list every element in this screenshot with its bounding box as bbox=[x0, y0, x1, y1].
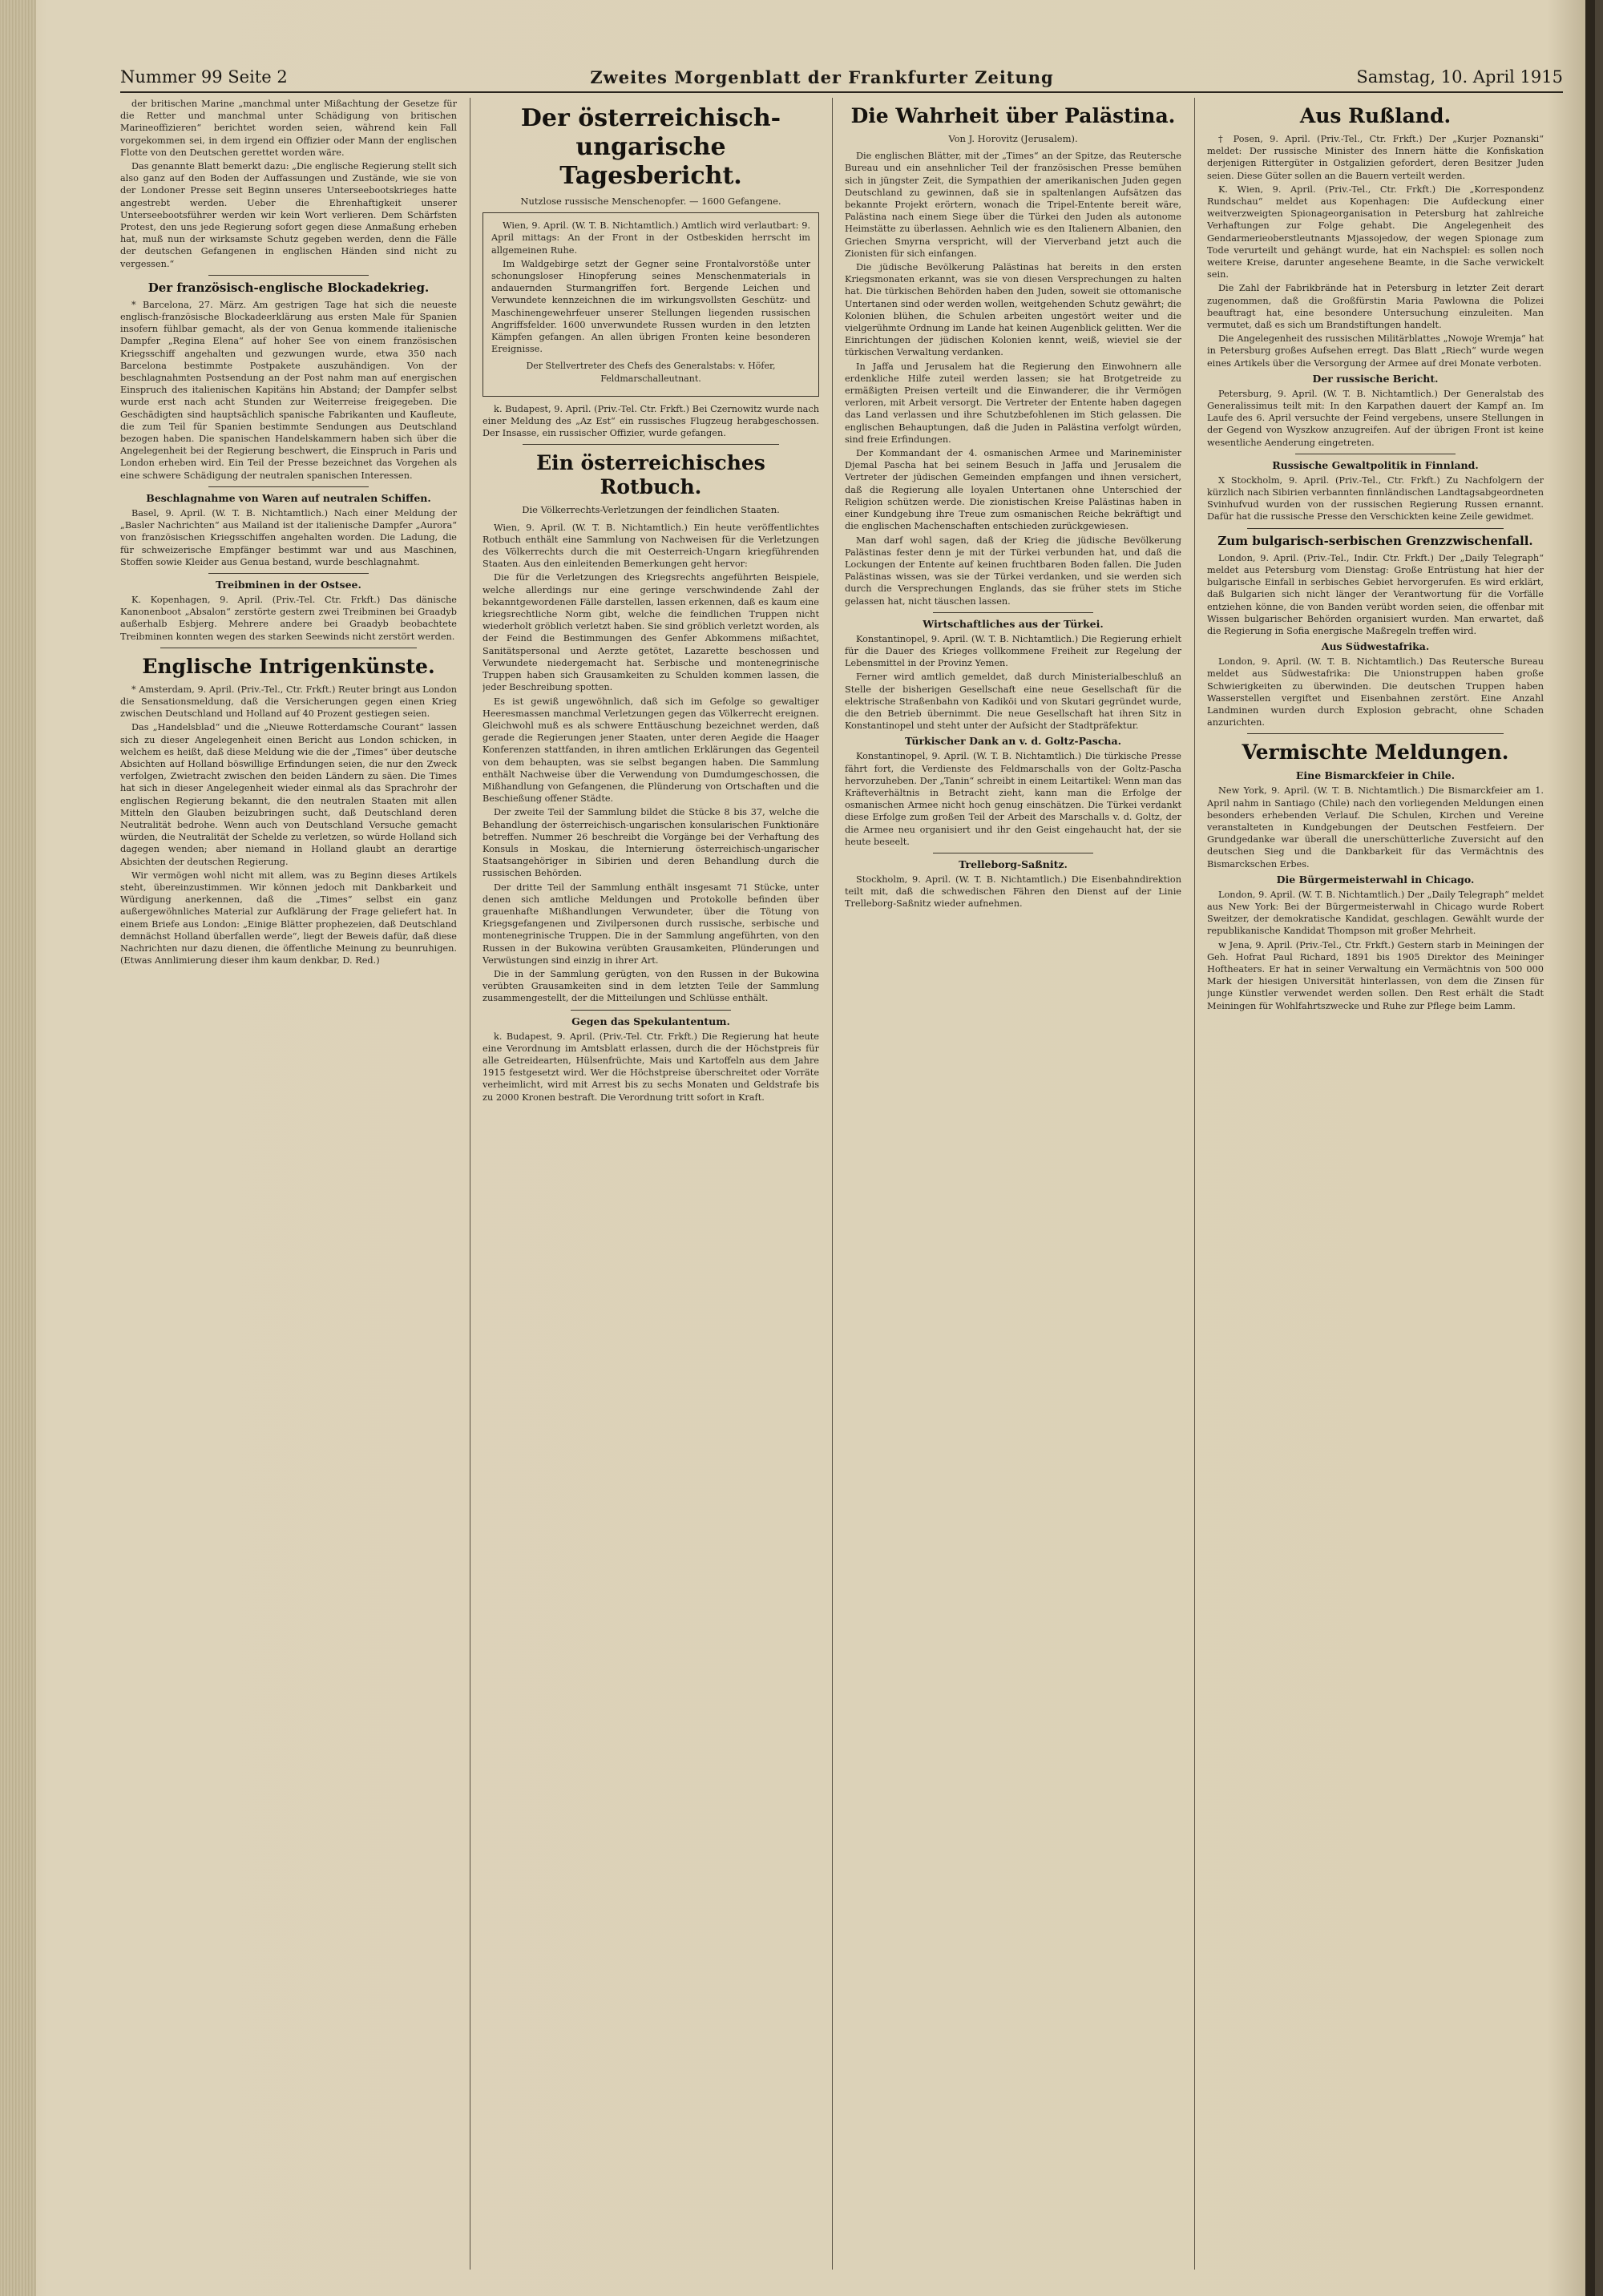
headline-chicago: Die Bürgermeisterwahl in Chicago. bbox=[1276, 873, 1475, 886]
article-paragraph: Stockholm, 9. April. (W. T. B. Nichtamtlich.) Die Eisenbahndirektion teilt mit, daß die schwedischen Fähren den Dienst auf der Linie Trelleborg-Saßnitz wieder aufnehmen. bbox=[845, 874, 1181, 910]
scan-border bbox=[1585, 0, 1595, 2296]
column-2 bbox=[483, 98, 819, 2270]
divider bbox=[1247, 528, 1504, 529]
divider bbox=[208, 275, 369, 276]
article-paragraph: Der dritte Teil der Sammlung enthält insgesamt 71 Stücke, unter denen sich amtliche Meldungen und Protokolle befinden über grauenhafte Mißhandlungen Verwundeter, über die Tötung von Kriegsgefangenen und Zivilpersonen durch russische, serbische und montenegrinische Truppen. Die in der Sammlung angeführten, von den Russen in der Bukowina verübten Grausamkeiten, Plünderungen und Verwüstungen sind einzig in ihrer Art. bbox=[483, 882, 819, 966]
article-paragraph: Es ist gewiß ungewöhnlich, daß sich im Gefolge so gewaltiger Heeresmassen manchmal Verletzungen gegen das Völkerrecht ereignen. Gleichwohl muß es als schwere Enttäuschung bezeichnet werden, daß gerade die Regierungen jener Staaten, unter deren Aegide die Haager Konferenzen stattfanden, in ihren amtlichen Erklärungen das Gegenteil von dem behaupten, was sie selbst begangen haben. Die Sammlung enthält Nachweise über die Verwendung von Dumdumgeschossen, die Mißhandlung von Gefangenen, die Plünderung von Ortschaften und die Beschießung offener Städte. bbox=[483, 696, 819, 805]
article-paragraph: Die für die Verletzungen des Kriegsrechts angeführten Beispiele, welche allerdings nur eine geringe verschwindende Zahl der bekanntgewordenen Fälle darstellen, lassen erkennen, daß es kaum eine kriegsrechtliche Norm gibt, welche die feindlichen Truppen nicht wiederholt gröblich verletzt haben. Sie sind gröblich verletzt worden, als der Feind die Bestimmungen des Genfer Abkommens mißachtet, Sanitätspersonal und Aerzte getötet, Lazarette beschossen und Verwundete niedergemacht hat. Serbische und montenegrinische Truppen haben sich Grausamkeiten zu Schulden kommen lassen, die jeder Beschreibung spotten. bbox=[483, 572, 819, 693]
headline-wirtschaft: Wirtschaftliches aus der Türkei. bbox=[923, 617, 1104, 630]
divider bbox=[1247, 733, 1504, 734]
headline-grenzzwischenfall: Zum bulgarisch-serbischen Grenzzwischenfall. bbox=[1217, 533, 1533, 548]
article-paragraph: K. Kopenhagen, 9. April. (Priv.-Tel. Ctr. Frkft.) Das dänische Kanonenboot „Absalon“ zerstörte gestern zwei Treibminen bei Graadyb außerhalb Esbjerg. Mehrere andere bei Graadyb beobachtete Treibminen konnten wegen des starken Seewinds nicht zerstört werden. bbox=[120, 594, 457, 642]
headline-tagesbericht: Der österreichisch-ungarische Tagesbericht. bbox=[520, 104, 781, 190]
article-paragraph: * Amsterdam, 9. April. (Priv.-Tel., Ctr. Frkft.) Reuter bringt aus London die Sensationsmeldung, daß die Versicherungen gegen einen Krieg zwischen Deutschland und Holland auf 40 Prozent gestiegen seien. bbox=[120, 684, 457, 720]
divider bbox=[208, 573, 369, 574]
headline-russland: Aus Rußland. bbox=[1299, 104, 1452, 127]
headline-rotbuch: Ein österreichisches Rotbuch. bbox=[536, 451, 765, 499]
article-continuation: der britischen Marine „manchmal unter Mißachtung der Gesetze für die Retter und manchmal unter Schädigung von britischen Marineoffizieren“ berichtet worden seien, während kein Fall vorgekommen sei, in dem irgend ein Offizier oder Mann der englischen Flotte von den Deutschen gerettet worden wäre. bbox=[120, 99, 457, 158]
article-paragraph: Wien, 9. April. (W. T. B. Nichtamtlich.) Ein heute veröffentlichtes Rotbuch enthält eine Sammlung von Nachweisen für die Verletzungen des Völkerrechts durch die mit Oesterreich-Ungarn kriegführenden Staaten. Aus den einleitenden Bemerkungen geht hervor: bbox=[483, 522, 819, 570]
article-paragraph: Wien, 9. April. (W. T. B. Nichtamtlich.) Amtlich wird verlautbart: 9. April mittags: An der Front in der Ostbeskiden herrscht im allgemeinen Ruhe. bbox=[491, 220, 810, 256]
headline-bismarckfeier: Eine Bismarckfeier in Chile. bbox=[1295, 769, 1456, 782]
byline: Von J. Horovitz (Jerusalem). bbox=[948, 133, 1078, 144]
masthead-title: Zweites Morgenblatt der Frankfurter Zeitung bbox=[590, 67, 1054, 87]
article-paragraph: Die Angelegenheit des russischen Militärblattes „Nowoje Wremja“ hat in Petersburg großes Aufsehen erregt. Das Blatt „Riech“ wurde wegen eines Artikels über die Versorgung der Armee auf drei Monate verboten. bbox=[1207, 333, 1544, 369]
subheadline: Die Völkerrechts-Verletzungen der feindlichen Staaten. bbox=[522, 504, 780, 516]
column-rule bbox=[832, 98, 833, 2270]
article-paragraph: Basel, 9. April. (W. T. B. Nichtamtlich.) Nach einer Meldung der „Basler Nachrichten“ aus Mailand ist der italienische Dampfer „Aurora“ von französischen Kriegsschiffen angehalten worden. Die Ladung, die für schweizerische Empfänger bestimmt war und aus Maschinen, Stoffen sowie Kleider aus Genua bestand, wurde beschlagnahmt. bbox=[120, 507, 457, 567]
article-paragraph: In Jaffa und Jerusalem hat die Regierung den Einwohnern alle erdenkliche Hilfe zuteil werden lassen; sie hat Brotgetreide zu ermäßigten Preisen verteilt und die Einwanderer, die ihr Vermögen verloren, mit Arbeit versorgt. Die Vertreter der Entente haben dagegen das Land verlassen und ihre Schutzbefohlenen im Stich gelassen. Die englischen Behauptungen, daß die Juden in Palästina verfolgt würden, sind freie Erfindungen. bbox=[845, 361, 1181, 445]
article-paragraph: London, 9. April. (W. T. B. Nichtamtlich.) Das Reutersche Bureau meldet aus Südwestafrika: Die Unionstruppen haben große Schwierigkeiten zu überwinden. Die deutschen Truppen haben Wasserstellen vergiftet und Eisenbahnen zerstört. Eine Anzahl Landminen wurden durch Explosion gebracht, ohne Schaden anzurichten. bbox=[1207, 656, 1544, 728]
issue-date: Samstag, 10. April 1915 bbox=[1356, 67, 1563, 87]
article-paragraph: Das „Handelsblad“ und die „Nieuwe Rotterdamsche Courant“ lassen sich zu dieser Angelegenheit einen Bericht aus London schicken, in welchem es heißt, daß diese Meldung wie die der „Times“ über deutsche Absichten auf Holland böswillige Erfindungen seien, die nur den Zweck verfolgen, Zwietracht zwischen den beiden Ländern zu säen. Die Times hat sich in dieser Angelegenheit wieder einmal als das Sprachrohr der englischen Regierung bekannt, die den neutralen Staaten mit allen Mitteln den Glauben beizubringen sucht, daß Deutschland deren Neutralität bedrohe. Wenn auch von Deutschland Versuche gemacht würden, die Neutralität der Schelde zu verletzen, so würde Holland sich dagegen wenden; aber niemand in Holland glaubt an derartige Absichten der deutschen Regierung. bbox=[120, 722, 457, 867]
article-paragraph: w Jena, 9. April. (Priv.-Tel., Ctr. Frkft.) Gestern starb in Meiningen der Geh. Hofrat Paul Richard, 1891 bis 1905 Direktor des Meininger Hoftheaters. Er hat in seiner Verwaltung ein Vermächtnis von 500 000 Mark der hiesigen Universität hinterlassen, von dem die Zinsen für junge Künstler verwendet werden sollen. Den Rest erhält die Stadt Meiningen für Wohlfahrtszwecke und Ruhe zur Pflege beim Lamm. bbox=[1207, 939, 1544, 1011]
headline-spekulantentum: Gegen das Spekulantentum. bbox=[571, 1015, 730, 1027]
article-paragraph: K. Wien, 9. April. (Priv.-Tel., Ctr. Frkft.) Die „Korrespondenz Rundschau“ meldet aus Kopenhagen: Die Aufdeckung einer weitverzweigten Spionageorganisation in Petersburg hat zahlreiche Verhaftungen zur Folge gehabt. Die Angelegenheit des Gendarmerieoberstleutnants Mjassojedow, der wegen Spionage zum Tode verurteilt und gehängt wurde, hat ein Nachspiel: es sollen noch weitere Kreise, darunter angesehene Beamte, in die Sache verwickelt sein. bbox=[1207, 184, 1544, 280]
headline-palaestina: Die Wahrheit über Palästina. bbox=[850, 104, 1176, 127]
signature: Der Stellvertreter des Chefs des Generalstabs: v. Höfer, Feldmarschalleutnant. bbox=[526, 361, 776, 384]
article-paragraph: k. Budapest, 9. April. (Priv.-Tel. Ctr. Frkft.) Die Regierung hat heute eine Verordnung im Amtsblatt erlassen, durch die der Höchstpreis für alle Getreidearten, Hülsenfrüchte, Mais und Kartoffeln aus dem Jahre 1915 festgesetzt wird. Wer die Höchstpreise überschreitet oder Vorräte verheimlicht, wird mit Arrest bis zu sechs Monaten und Geldstrafe bis zu 2000 Kronen bestraft. Die Verordnung tritt sofort in Kraft. bbox=[483, 1031, 819, 1103]
headline-suedwestafrika: Aus Südwestafrika. bbox=[1321, 640, 1430, 653]
article-paragraph: X Stockholm, 9. April. (Priv.-Tel., Ctr. Frkft.) Zu Nachfolgern der kürzlich nach Sibirien verbannten finnländischen Landtagsabgeordneten Svinhufvud wurden von der russischen Regierung Russen ernannt. Dafür hat die russische Presse den Verschickten keine Zeile gewidmet. bbox=[1207, 474, 1544, 523]
column-4 bbox=[1207, 98, 1544, 2270]
column-rule bbox=[1194, 98, 1195, 2270]
page-header bbox=[120, 63, 1563, 93]
column-3 bbox=[845, 98, 1181, 2270]
divider bbox=[208, 486, 369, 487]
article-paragraph: Konstantinopel, 9. April. (W. T. B. Nichtamtlich.) Die türkische Presse fährt fort, die Verdienste des Feldmarschalls von der Goltz-Pascha hervorzuheben. Der „Tanin“ schreibt in einem Leitartikel: Wenn man das Kräfteverhältnis in Betracht zieht, kann man die Erfolge der osmanischen Armee nicht hoch genug einschätzen. Die Türkei verdankt diese Erfolge zum großen Teil der Arbeit des Marschalls v. d. Goltz, der die Armee neu organisiert und ihr den Geist eingehaucht hat, der sie heute beseelt. bbox=[845, 751, 1181, 847]
article-paragraph: Wir vermögen wohl nicht mit allem, was zu Beginn dieses Artikels steht, übereinzustimmen. Wir können jedoch mit Dankbarkeit und Würdigung anerkennen, daß die „Times“ selbst ein ganz außergewöhnliches Material zur Aufklärung der Frage geliefert hat. In einem Briefe aus London: „Einige Blätter prophezeien, daß Deutschland demnächst Holland überfallen werde“, liegt der Beweis dafür, daß diese Nachrichten nur dazu dienen, die öffentliche Meinung zu beunruhigen. (Etwas Annlimierung dieser ihm kaum denkbar, D. Red.) bbox=[120, 870, 457, 966]
article-paragraph: * Barcelona, 27. März. Am gestrigen Tage hat sich die neueste englisch-französische Blockadeerklärung aus ersten Male für Spanien insofern fühlbar gemacht, als der von Genua kommende italienische Dampfer „Regina Elena“ auf hoher See von einem französischen Kriegsschiff angehalten und gezwungen wurde, etwa 350 nach Barcelona bestimmte Postpakete auszuhändigen. Von der beschlagnahmten Postsendung an der Post nahm man auf energischen Einspruch des italienischen Kapitäns hin Abstand; der Dampfer selbst wurde erst nach acht Stunden zur Weiterreise freigegeben. Die Geschädigten sind hauptsächlich spanische Fabrikanten und Kaufleute, die zum Teil für Spanien bestimmte Sendungen aus Deutschland bezogen haben. Die spanischen Handelskammern haben sich über die Angelegenheit bei der Regierung beschwert, die Einspruch in Paris und London erheben wird. Ein Teil der Presse bezeichnet das Vorgehen als eine schwere Schädigung der neutralen spanischen Interessen. bbox=[120, 299, 457, 481]
article-paragraph: Der zweite Teil der Sammlung bildet die Stücke 8 bis 37, welche die Behandlung der österreichisch-ungarischen konsularischen Funktionäre betreffen. Nummer 26 beschreibt die Vorgänge bei der Verhaftung des Konsuls in Moskau, die Internierung österreichisch-ungarischer Staatsangehöriger in Sibirien und deren Behandlung durch die russischen Behörden. bbox=[483, 807, 819, 879]
column-1 bbox=[120, 98, 457, 2270]
article-paragraph: Konstantinopel, 9. April. (W. T. B. Nichtamtlich.) Die Regierung erhielt für die Dauer des Krieges vollkommene Freiheit zur Regelung der Lebensmittel in der Provinz Yemen. bbox=[845, 633, 1181, 669]
article-paragraph: London, 9. April. (W. T. B. Nichtamtlich.) Der „Daily Telegraph“ meldet aus New York: Bei der Bürgermeisterwahl in Chicago wurde Robert Sweitzer, der demokratische Kandidat, geschlagen. Gewählt wurde der republikanische Kandidat Thompson mit großer Mehrheit. bbox=[1207, 889, 1544, 937]
headline-beschlagnahme: Beschlagnahme von Waren auf neutralen Schiffen. bbox=[146, 491, 431, 504]
article-paragraph: † Posen, 9. April. (Priv.-Tel., Ctr. Frkft.) Der „Kurjer Poznanski“ meldet: Der russische Minister des Innern hätte die Konfiskation derjenigen Rittergüter in Ostgalizien gefordert, deren Besitzer Juden seien. Diese Güter sollen an die Bauern verteilt werden. bbox=[1207, 134, 1544, 181]
headline-finnland: Russische Gewaltpolitik in Finnland. bbox=[1272, 458, 1479, 471]
headline-vermischte: Vermischte Meldungen. bbox=[1242, 740, 1509, 765]
headline-intrigen: Englische Intrigenkünste. bbox=[142, 654, 435, 678]
article-paragraph: Im Waldgebirge setzt der Gegner seine Frontalvorstöße unter schonungsloser Hinopferung seines Menschenmaterials in andauernden Sturmangriffen fort. Bergende Leichen und Verwundete kennzeichnen die im wirkungsvollsten Geschütz- und Maschinengewehrfeuer unserer Stellungen liegenden russischen Angriffsfelder. 1600 unverwundete Russen wurden in den letzten Kämpfen gefangen. An allen übrigen Fronten keine besonderen Ereignisse. bbox=[491, 258, 810, 355]
headline-russischer-bericht: Der russische Bericht. bbox=[1312, 372, 1439, 385]
divider bbox=[571, 1010, 731, 1011]
article-paragraph: Die englischen Blätter, mit der „Times“ an der Spitze, das Reutersche Bureau und ein ansehnlicher Teil der französischen Presse bemühen sich in jüngster Zeit, die Sympathien der amerikanischen Juden gegen Deutschland zu gewinnen, daß sie in spaltenlangen Aufsätzen das bekannte Projekt erörtern, wonach die Tripel-Entente bereit wäre, Palästina nach einem Siege über die Türkei den Juden als autonome Heimstätte zu überlassen. Aehnlich wie es den Italienern Albanien, den Griechen Smyrna verspricht, will der Vierverband jetzt auch die Zionisten für sich einfangen. bbox=[845, 151, 1181, 259]
article-paragraph: Ferner wird amtlich gemeldet, daß durch Ministerialbeschluß an Stelle der bisherigen Gesellschaft eine neue Gesellschaft für die elektrische Straßenbahn von Kadiköi und von Skutari gegründet wurde, die den Betrieb übernimmt. Die neue Gesellschaft hat ihren Sitz in Konstantinopel und steht unter der Aufsicht der Stadtpräfektur. bbox=[845, 672, 1181, 732]
article-paragraph: Der Kommandant der 4. osmanischen Armee und Marineminister Djemal Pascha hat bei seinem Besuch in Jaffa und Jerusalem die Vertreter der jüdischen Gemeinden empfangen und ihnen versichert, daß die Regierung alle loyalen Untertanen ohne Unterschied der Religion schützen werde. Die zionistischen Kreise Palästinas haben in einer Kundgebung ihre Treue zum osmanischen Reiche bekräftigt und die englischen Machenschaften entschieden zurückgewiesen. bbox=[845, 448, 1181, 532]
article-paragraph: Die in der Sammlung gerügten, von den Russen in der Bukowina verübten Grausamkeiten sind in dem letzten Teile der Sammlung zusammengestellt, der die Mitteilungen und Schlüsse enthält. bbox=[483, 968, 819, 1004]
article-paragraph: Das genannte Blatt bemerkt dazu: „Die englische Regierung stellt sich also ganz auf den Boden der Auffassungen und Zustände, wie sie von der Londoner Presse seit Beginn unseres Unterseebootskrieges hatte angestrebt werden. Ueber die Ehrenhaftigkeit unserer Unterseebootsführer werden wir kein Wort verlieren. Dem Schärfsten Protest, den uns jede Regierung sofort gegen diese Anmaßung erheben hat, muß nun der wirksamste Schutz gegeben werden, denn die Fälle der deutschen Gefangenen in englischen Händen sind nicht zu vergessen.“ bbox=[120, 161, 457, 269]
article-paragraph: Petersburg, 9. April. (W. T. B. Nichtamtlich.) Der Generalstab des Generalissimus teilt mit: In den Karpathen dauert der Kampf an. Im Laufe des 6. April versuchte der Feind vergebens, unsere Stellungen in der Gegend von Wyszkow anzugreifen. Auf der übrigen Front ist keine wesentliche Aenderung eingetreten. bbox=[1207, 388, 1544, 448]
page-stack-edge bbox=[0, 0, 36, 2296]
article-paragraph: London, 9. April. (Priv.-Tel., Indir. Ctr. Frkft.) Der „Daily Telegraph“ meldet aus Petersburg vom Dienstag: Große Entrüstung hat hier der bulgarische Einfall in serbisches Gebiet hervorgerufen. Es wird erklärt, daß Bulgarien sich nicht länger der Verantwortung für die Vorfälle entziehen könne, die von Banden verübt worden seien, die offenbar mit Wissen bulgarischer Behörden organisiert wurden. Man erwartet, daß die Regierung in Sofia energische Maßregeln treffen wird. bbox=[1207, 552, 1544, 636]
subheadline: Nutzlose russische Menschenopfer. — 1600 Gefangene. bbox=[520, 196, 781, 207]
article-paragraph: Die Zahl der Fabrikbrände hat in Petersburg in letzter Zeit derart zugenommen, daß die Großfürstin Maria Pawlowna die Polizei beauftragt hat, eine besondere Untersuchung einzuleiten. Man vermutet, daß es sich um Brandstiftungen handelt. bbox=[1207, 283, 1544, 331]
divider bbox=[933, 612, 1093, 613]
divider bbox=[523, 444, 779, 445]
article-paragraph: k. Budapest, 9. April. (Priv.-Tel. Ctr. Frkft.) Bei Czernowitz wurde nach einer Meldung des „Az Est“ ein russisches Flugzeug herabgeschossen. Der Insasse, ein russischer Offizier, wurde gefangen. bbox=[483, 403, 819, 439]
columns-area bbox=[120, 98, 1563, 2270]
article-paragraph: Die jüdische Bevölkerung Palästinas hat bereits in den ersten Kriegsmonaten erkannt, was sie von diesen Versprechungen zu halten hat. Die türkischen Behörden haben den Juden, soweit sie ottomanische Untertanen sind oder werden wollen, weitgehenden Schutz gewährt; die Kolonien blühen, die Schulen arbeiten ungestört weiter und die vielgerühmte Ordnung im Lande hat keinen Augenblick gelitten. Wer die Einrichtungen der jüdischen Kolonien kennt, weiß, wieviel sie der türkischen Verwaltung verdanken. bbox=[845, 262, 1181, 358]
article-paragraph: New York, 9. April. (W. T. B. Nichtamtlich.) Die Bismarckfeier am 1. April nahm in Santiago (Chile) nach den vorliegenden Meldungen einen besonders erhebenden Verlauf. Die Schulen, Kirchen und Vereine veranstalteten in Kundgebungen der Deutschen Festfeiern. Der Grundgedanke war überall die unerschütterliche Zuversicht auf den deutschen Sieg und die Dankbarkeit für das Vermächtnis des Bismarckschen Erbes. bbox=[1207, 785, 1544, 870]
headline-blockade: Der französisch-englische Blockadekrieg. bbox=[147, 280, 430, 295]
article-paragraph: Man darf wohl sagen, daß der Krieg die jüdische Bevölkerung Palästinas fester denn je mit der Türkei verbunden hat, und daß die Lockungen der Entente auf keinen fruchtbaren Boden fallen. Die Juden Palästinas wissen, was sie der Türkei verdanken, und sie werden sich durch die Versprechungen Englands, das sie früher stets im Stiche gelassen hat, nicht täuschen lassen. bbox=[845, 535, 1181, 607]
headline-goltz-pascha: Türkischer Dank an v. d. Goltz-Pascha. bbox=[905, 735, 1121, 748]
report-box bbox=[483, 212, 819, 397]
headline-trelleborg: Trelleborg-Saßnitz. bbox=[959, 857, 1068, 870]
headline-treibminen: Treibminen in der Ostsee. bbox=[216, 578, 361, 591]
issue-number: Nummer 99 Seite 2 bbox=[120, 67, 288, 87]
